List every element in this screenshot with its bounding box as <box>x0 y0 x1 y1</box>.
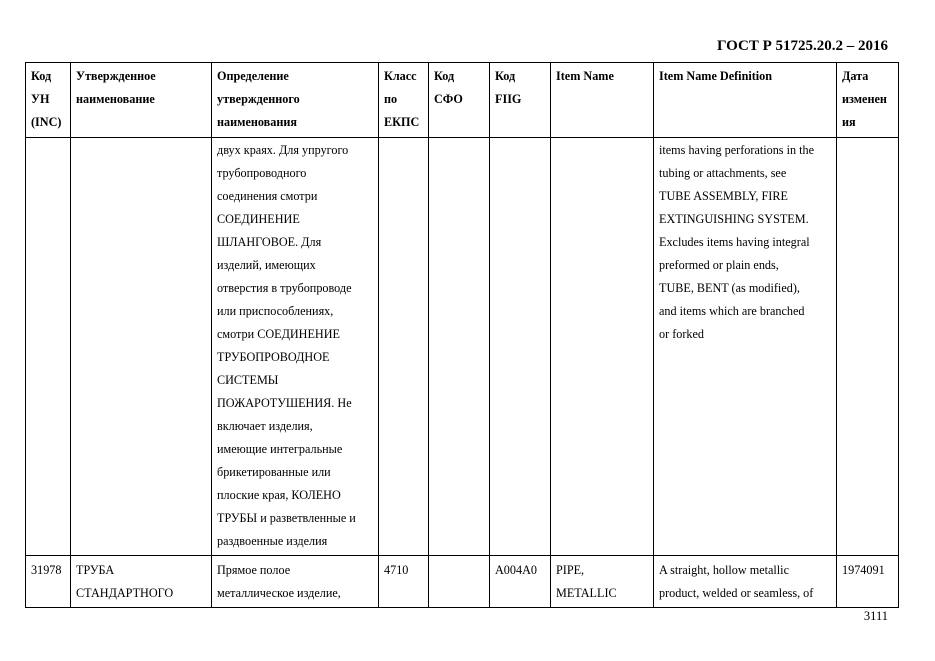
cell-change-date <box>837 138 899 556</box>
header-sfo-code: Код СФО <box>429 63 490 138</box>
cell-approved-name <box>71 138 212 556</box>
header-item-name: Item Name <box>551 63 654 138</box>
table-row <box>26 556 899 608</box>
table-row <box>26 138 899 556</box>
cell-name-definition: двух краях. Для упругого трубопроводного соединения смотри СОЕДИНЕНИЕ ШЛАНГОВОЕ. Для изделий, имеющих отверстия в трубопроводе или приспособлениях, смотри СОЕДИНЕНИЕ ТРУБОПРОВОДНОЕ СИСТЕМЫ ПОЖАРОТУШЕНИЯ. Не включает изделия, имеющие интегральные брикетированные или плоские края, КОЛЕНО ТРУБЫ и разветвленные и раздвоенные изделия <box>212 138 379 556</box>
classification-table <box>25 62 899 608</box>
cell-item-name <box>551 138 654 556</box>
cell-ekps-class: 4710 <box>379 556 429 608</box>
header-row <box>26 63 899 138</box>
cell-fiig-code: A004A0 <box>490 556 551 608</box>
cell-sfo-code <box>429 138 490 556</box>
cell-fiig-code <box>490 138 551 556</box>
cell-sfo-code <box>429 556 490 608</box>
header-change-date: Дата изменен ия <box>837 63 899 138</box>
cell-inc-code <box>26 138 71 556</box>
cell-item-name-definition: items having perforations in the tubing or attachments, see TUBE ASSEMBLY, FIRE EXTINGUISHING SYSTEM. Excludes items having integral preformed or plain ends, TUBE, BENT (as modified), and items which are branched or forked <box>654 138 837 556</box>
header-ekps-class: Класс по ЕКПС <box>379 63 429 138</box>
header-approved-name: Утвержденное наименование <box>71 63 212 138</box>
cell-ekps-class <box>379 138 429 556</box>
header-inc-code: Код УН (INC) <box>26 63 71 138</box>
header-item-name-definition: Item Name Definition <box>654 63 837 138</box>
cell-inc-code: 31978 <box>26 556 71 608</box>
page-number: 3111 <box>863 609 888 623</box>
cell-approved-name: ТРУБА СТАНДАРТНОГО <box>71 556 212 608</box>
header-fiig-code: Код FIIG <box>490 63 551 138</box>
cell-name-definition: Прямое полое металлическое изделие, <box>212 556 379 608</box>
cell-item-name: PIPE, METALLIC <box>551 556 654 608</box>
cell-change-date: 1974091 <box>837 556 899 608</box>
header-name-definition: Определение утвержденного наименования <box>212 63 379 138</box>
cell-item-name-definition: A straight, hollow metallic product, welded or seamless, of <box>654 556 837 608</box>
document-title: ГОСТ Р 51725.20.2 – 2016 <box>716 38 888 54</box>
